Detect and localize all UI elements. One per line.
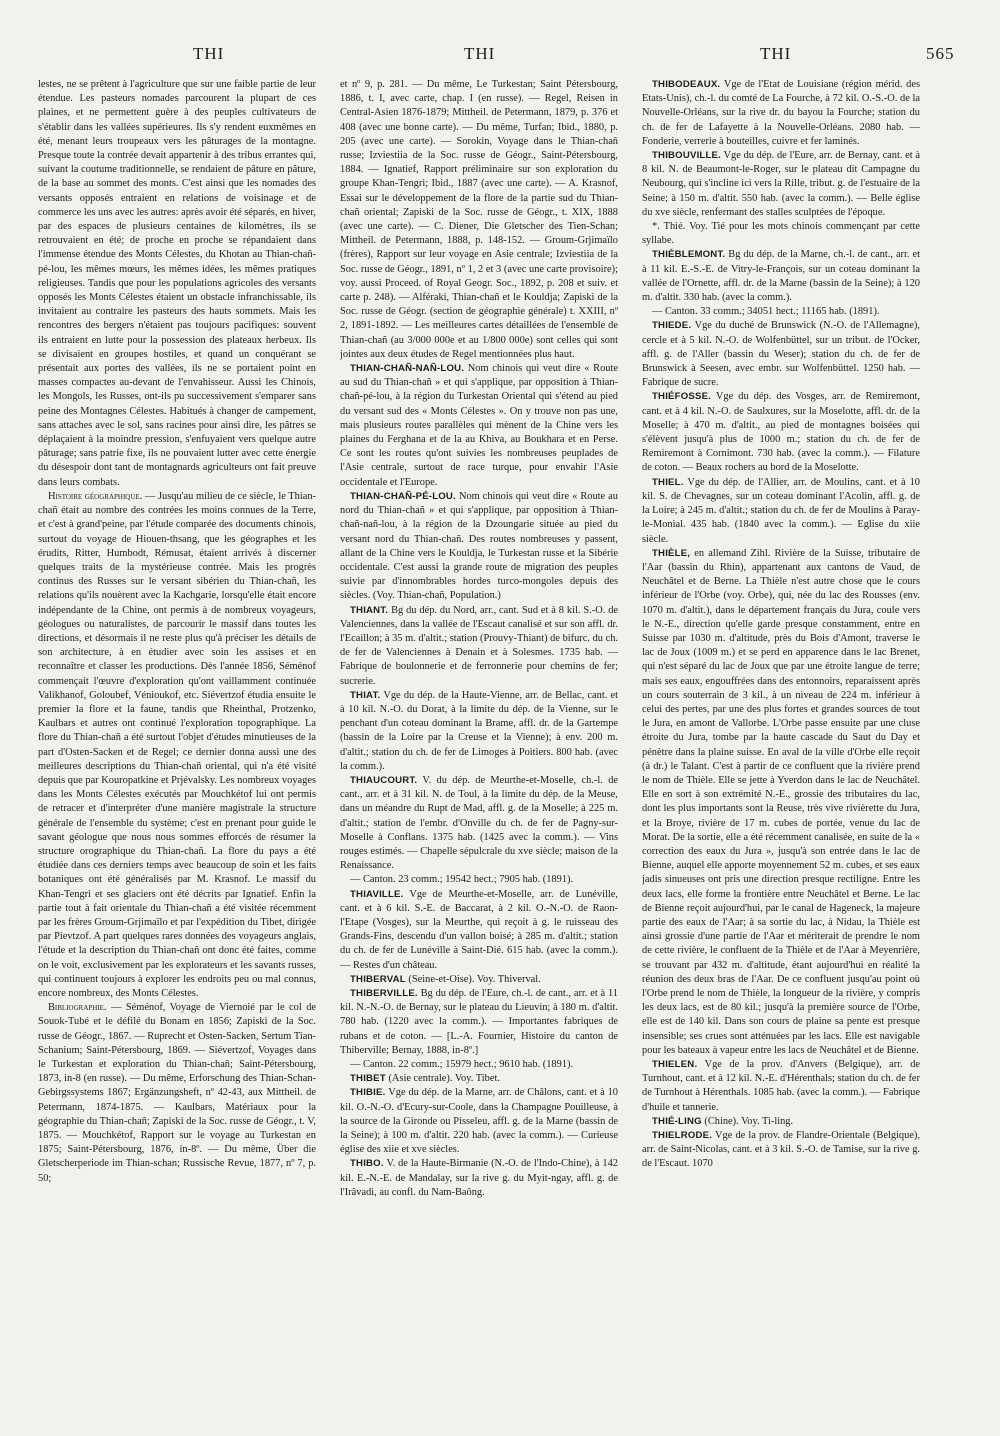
entry-headword: THIEL. <box>652 476 684 488</box>
entry-text: Vge de Meurthe-et-Moselle, arr. de Lunéville, cant. et à 6 kil. S.-E. de Baccarat, à 2 kil. O.-N.-O. de Raon-l'Etape (Vosges), sur la Meurthe, qui reçoit à g. le ruisseau des Grands-Fins, descendu d'un vallon boisé; à 285 m. d'altit.; station du ch. de fer de Lunéville à Saint-Dié. 615 hab. (avec la comm.). — Restes d'un château. <box>340 888 618 971</box>
entry-text: Vge du dép. des Vosges, arr. de Remiremont, cant. et à 4 kil. N.-O. de Saulxures, sur la Moselotte, affl. dr. de la Moselle; à 470 m. d'altit., au pied de montagnes boisées qui s'élèvent jusqu'à plus de 1000 m.; station du ch. de fer de Remiremont à Cornimont. 730 hab. (avec la comm.). — Filature de coton. — Beaux rochers au bord de la Moselotte. <box>642 391 920 474</box>
entry-text: lestes, ne se prêtent à l'agriculture que sur une faible partie de leur étendue. Les pasteurs nomades parcourent la plupart de ces plaines, et ne permettent guère à des peuples cultivateurs de s'établir dans les vallées supérieures. Ils s'y rendent euxmêmes en été, menant leurs troupeaux vers les pâturages de la montagne. Presque toute la contrée devait appartenir à des tribus errantes qui, suivant la coutume traditionnelle, se rendaient de pâture en pâture, de la base au sommet des monts. C'est ainsi que les nomades des versants opposés entraient en relations de voisinage et de commerce les uns avec les autres: après avoir été séparés, en hiver, par des espaces de plusieurs centaines de kilomètres, ils se retrouvaient en été; de proche en proche se répandaient dans l'immense étendue des Monts Célestes, du Khotan au Thian-chañ-pé-lou, les mêmes mœurs, les mêmes idées, les mêmes pratiques religieuses. Tandis que pour les populations agricoles des versants opposés les Monts Célestes étaient un obstacle infranchissable, ils invitaient au contraire les pasteurs des hauts sommets. Mais les rencontres des bergers n'étaient pas toujours pacifiques: souvent ils entraient en lutte pour la possession des plateaux herbeux. Ils se divisaient en groupes hostiles, et quand un conquérant se présentait aux portes des vallées, ils ne se portaient point en masses compactes au-devant de l'envahisseur. Aussi les Chinois, les Mongols, les Russes, ont-ils pu successivement s'emparer sans peine des Montagnes Célestes. Habitués à changer de campement, sans attaches avec le sol, sans racines pour ainsi dire, les pâtres se déplaçaient à la moindre pression, s'enfuyaient vers quelque autre pâturage; sans patrie fixe, ils ne pouvaient lutter avec cette énergie du désespoir dont tant de montagnards agriculteurs ont fait preuve dans leurs combats. <box>38 79 316 488</box>
entry-text: Bg du dép. du Nord, arr., cant. Sud et à 8 kil. S.-O. de Valenciennes, dans la vallée de l'Escaut canalisé et sur son affl. dr. l'Ecaillon; à 35 m. d'altit.; station (Prouvy-Thiant) de bifurc. du ch. de fer de Valenciennes à Denain et à Solesmes. 1735 hab. — Fabrique de boulonnerie et de ferronnerie pour chemins de fer; sucrerie. <box>340 604 618 687</box>
entry-text: — Canton. 33 comm.; 34051 hect.; 11165 hab. (1891). <box>652 306 880 318</box>
paragraph <box>38 1001 316 1186</box>
paragraph <box>38 78 316 490</box>
dictionary-entry <box>642 1058 920 1115</box>
entry-headword: THIÉFOSSE. <box>652 391 712 403</box>
dictionary-entry <box>340 973 618 987</box>
entry-text: Vge de la prov. de Flandre-Orientale (Belgique), arr. de Saint-Nicolas, cant. et à 3 kil. S.-O. de Tamise, sur la rive g. de l'Escaut. 1070 <box>642 1130 920 1170</box>
entry-text: en allemand Zihl. Rivière de la Suisse, tributaire de l'Aar (bassin du Rhin), appartenant aux cantons de Vaud, de Neuchâtel et de Berne. La Thièle n'est autre chose que le cours inférieur de l'Orbe (voy. Orbe), qui, née du lac des Rousses (env. 1070 m. d'altit.), dans le département français du Jura, coule vers le N.-E., direction qu'elle garde presque constamment, entre en Suisse par 1030 m. d'altitude, près du Bois d'Amont, traverse le lac de Joux (1009 m.) et se perd en apparence dans le lac Brenet, qui n'est séparé du lac de Joux que par une étroite langue de terre; mais ses eaux, engouffrées dans des entonnoirs, reparaissent après un cours souterrain de 3 kil., à un niveau de 224 m. inférieur à celui des pertes, par une des plus fortes et grandes sources de tout le Jura, en amont de Vallorbe. L'Orbe passe ensuite par une cluse étroite du Jura, tombe par la haute cascade du Saut du Day et pénètre dans la plaine suisse. En aval de la ville d'Orbe elle reçoit (à dr.) le Talant. C'est à partir de ce confluent que la rivière prend le nom de Thièle. Elle se jette à Yverdon dans le lac de Neuchâtel. Elle en sort à son extrémité N.-E., grossie des tributaires du lac, dont les plus importants sont la Reuse, très vive rivièrette du Jura, et la Broye, rivière de 17 m. cubes de portée, venue du lac de Morat. De la sortie, elle a été récemment canalisée, en suite de la « correction des eaux du Jura », jusqu'à son entrée dans le lac de Bienne, auquel elle apporte moyennement 52 m. cubes, et ses eaux jadis sinueuses ont pris une direction presque rectiligne. Entre les deux lacs, elle forme la frontière entre Neuchâtel et Berne. Le lac de Bienne reçoit aujourd'hui, par le canal de Hageneck, la majeure partie des eaux de l'Aar; à sa sortie du lac, à Nidau, la Thièle est ainsi grossie d'une partie de l'Aar et mériterait de prendre le nom de cette rivière, le confluent de la Thièle et de l'Aar à Meyenrière, se trouvant par 432 m. d'altitude, étant aujourd'hui en réalité la réunion des deux bras de l'Aar. De ce confluent jusqu'au point où l'Orbe prend le nom de Thièle, la longueur de la rivière, y compris les deux lacs, est de 80 kil.; jusqu'à la première source de l'Orbe, elle est de 140 kil. Dans son cours de plaine sa pente est presque insensible; ses crues sont atténuées par les lacs. Elle est navigable pour les bateaux à vapeur entre les lacs de Neuchâtel et de Bienne. <box>642 547 920 1056</box>
dictionary-entry <box>340 689 618 774</box>
dictionary-entry <box>340 1157 618 1200</box>
entry-headword: THIAT. <box>350 689 381 701</box>
column-2 <box>340 78 618 1408</box>
dictionary-entry <box>642 319 920 390</box>
entry-headword: THIBODEAUX. <box>652 79 721 90</box>
column-1 <box>38 78 316 1408</box>
entry-headword: THIELEN. <box>652 1059 698 1071</box>
entry-headword: THIAN-CHAÑ-PÉ-LOU. <box>350 490 456 502</box>
dictionary-entry <box>642 149 920 220</box>
dictionary-entry <box>340 1072 618 1086</box>
entry-text: (Seine-et-Oise). Voy. Thiverval. <box>405 973 541 985</box>
entry-text: Vge de la prov. d'Anvers (Belgique), arr. de Turnhout, cant. et à 12 kil. N.-E. d'Hérenthals; station du ch. de fer de Turnhout à Hérenthals. 1085 hab. (avec la comm.). — Fabrique d'huile et tannerie. <box>642 1059 920 1113</box>
paragraph <box>340 1058 618 1072</box>
entry-headword: THIELRODE. <box>652 1130 713 1142</box>
dictionary-entry <box>642 1129 920 1172</box>
entry-headword: THIAUCOURT. <box>350 774 418 786</box>
entry-headword: THIBERVAL <box>350 973 406 985</box>
entry-headword: THIBERVILLE. <box>350 988 418 999</box>
dictionary-entry <box>340 604 618 689</box>
entry-text: Vge de l'Etat de Louisiane (région mérid. des Etats-Unis), ch.-l. du comté de La Fourche, à 72 kil. O.-S.-O. de la Nouvelle-Orléans, sur la rive dr. du bayou la Fourche; station du ch. de fer de Lafayette à la Nouvelle-Orléans. 2080 hab. — Fonderie, verrerie à bouteilles, cuivre et fer laminés. <box>642 79 920 147</box>
dictionary-entry <box>642 78 920 149</box>
paragraph <box>340 78 618 362</box>
entry-text: (Asie centrale). Voy. Tibet. <box>385 1073 500 1085</box>
entry-headword: THIBOUVILLE. <box>652 150 722 162</box>
entry-text: (Chine). Voy. Ti-ling. <box>701 1115 794 1127</box>
entry-text: Vge du dép. de l'Eure, arr. de Bernay, cant. et à 8 kil. N. de Beaumont-le-Roger, sur le plateau dit Campagne du Neubourg, qui s'incline ici vers la Rille, tribut. g. de l'estuaire de la Seine; à 150 m. d'altit. 550 hab. (avec la comm.). — Belle église du xve siècle, renfermant des stalles sculptées de l'époque. <box>642 150 920 218</box>
entry-text: V. de la Haute-Birmanie (N.-O. de l'Indo-Chine), à 142 kil. E.-N.-E. de Mandalay, sur la rive g. du Myit-ngay, affl. g. de l'Irâvadi, au confl. du Nam-Baông. <box>340 1158 618 1198</box>
dictionary-entry <box>340 774 618 873</box>
entry-headword: THIBET <box>350 1073 386 1085</box>
entry-text: *. Thié. Voy. Tié pour les mots chinois commençant par cette syllabe. <box>642 221 920 247</box>
header-center: THI <box>464 44 496 63</box>
entry-text: — Canton. 23 comm.; 19542 hect.; 7905 hab. (1891). <box>350 874 574 886</box>
entry-text: Vge du dép. de la Marne, arr. de Châlons, cant. et à 10 kil. O.-N.-O. d'Ecury-sur-Coole, dans la Champagne Pouilleuse, à la source de la Gironde ou Pisseleu, affl. g. de la Marne (bassin de la Seine); à 100 m. d'altit. 220 hab. (avec la comm.). — Curieuse église des xiie et xve siècles. <box>340 1087 618 1156</box>
dictionary-entry <box>642 476 920 547</box>
page-number: 565 <box>926 44 955 63</box>
dictionary-entry <box>340 490 618 604</box>
entry-text: Vge du dép. de la Haute-Vienne, arr. de Bellac, cant. et à 10 kil. N.-O. du Dorat, à la limite du dép. de la Vienne, sur le penchant d'un coteau dominant la Brame, affl. dr. de la Gartempe (bassin de la Loire par la Creuse et la Vienne); à env. 200 m. d'altit.; station du ch. de fer de Limoges à Poitiers. 800 hab. (avec la comm.). <box>340 689 618 772</box>
dictionary-entry <box>340 987 618 1058</box>
entry-headword: THIÉBLEMONT. <box>652 249 726 261</box>
dictionary-entry <box>340 362 618 490</box>
entry-text: Vge du dép. de l'Allier, arr. de Moulins, cant. et à 10 kil. S. de Chevagnes, sur un coteau dominant l'Acolin, affl. g. de la Loire; à 245 m. d'altit.; station du ch. de fer de Moulins à Paray-le-Monial. 435 hab. (1840 avec la comm.). — Eglise du xiie siècle. <box>642 476 920 545</box>
running-header <box>0 44 1000 70</box>
entry-headword: THIANT. <box>350 604 389 616</box>
entry-text: Bg du dép. de l'Eure, ch.-l. de cant., arr. et à 11 kil. N.-N.-O. de Bernay, sur le plateau du Lieuvin; à 180 m. d'altit. 780 hab. (1220 avec la comm.). — Importantes fabriques de rubans et de coton. — [L.-A. Fournier, Histoire du canton de Thiberville; Bernay, 1888, in-8º.] <box>340 988 618 1056</box>
entry-headword: THIÉ-LING <box>652 1115 702 1127</box>
header-right: THI <box>760 44 792 63</box>
entry-headword: THIEDE. <box>652 320 692 332</box>
header-left: THI <box>193 44 225 63</box>
paragraph <box>38 490 316 1001</box>
paragraph <box>642 220 920 248</box>
section-lead: Bibliographie. <box>48 1002 107 1014</box>
entry-text: — Jusqu'au milieu de ce siècle, le Thian-chañ était au nombre des contrées les moins connues de la Terre, et c'est à grand'peine, par l'étude comparée des documents chinois, surtout du voyage de Hiouen-thsang, que les géographes et les érudits, Ritter, Humbodt, Rémusat, étaient arrivés à discerner quelques traits de la mystérieuse contrée. Mais les progrès continus des Russes sur le versant sibérien du Thian-chañ, les relations qu'ils nouèrent avec la Kachgarie, lorsqu'elle était encore indépendante de la Chine, ont permis à de nombreux voyageurs, géologues ou naturalistes, de parcourir le massif dans toutes les directions, et désormais il ne reste plus qu'à préciser les détails de son architecture, à en étudier avec soin les assises et en reconnaître et classer les productions. Dès l'année 1856, Séménof commençait l'œuvre d'exploration qu'ont vaillamment continuée Valikhanof, Goloubef, Vénioukof, etc. Siévertzof étudia ensuite le premier la flore et la faune, tandis que Rheinthal, Protzenko, Kaulbars et autres ont continué l'exploration topographique. La flore du Thian-chañ a été surtout l'objet d'études minutieuses de la part d'Osten-Sacken et de Regel; ce dernier donna aussi une des meilleures descriptions du Thian-chañ oriental, qui n'a été visité depuis que par Kouropatkine et Prjévalsky. Les nombreux voyages dans les Monts Célestes exécutés par Mouchkétof lui ont permis de retracer et d'interpréter d'une manière magistrale la structure générale de l'ensemble du système; c'est en prenant pour guide le savant géologue que nous nous sommes efforcés de résumer la structure orographique du Thian-chañ. La flore du pays a été étudiée dans ces derniers temps avec beaucoup de soin et les faits botaniques ont été généralisés par M. Krasnof. Le massif du Khan-Tengri et ses glaciers ont été décrits par Ignatief. Enfin la partie tout à fait orientale du Thian-chañ a été visitée récemment par les frères Groum-Grjimaïlo et par l'expédition du Tibet, dirigée par Pievtzof. A part quelques rares données des voyageurs anglais, l'étude et la description du Thian-chañ ont donc été faites, comme on le voit, exclusivement par les explorateurs et les savants russes, qui continuent toujours à explorer les endroits peu ou mal connus, encore nombreux, des Monts Célestes. <box>38 490 316 999</box>
dictionary-entry <box>642 1115 920 1129</box>
entry-text: — Séménof, Voyage de Viernoié par le col de Souok-Tubé et le défilé du Bonam en 1856; Zapiski de la Soc. russe de Géogr., 1867. — Ruprecht et Osten-Sacken, Sertum Tian-Schanium; Saint-Pétersbourg, 1869. — Siévertzof, Voyages dans le Turkestan et exploration du Thian-chañ; Saint-Pétersbourg, 1873, in-8 (en russe). — Du même, Erforschung des Thian-Schan-Gebirgssystems 1867; Ergänzungsheft, nº 42-43, aux Mittheil. de Petermann, 1874-1875. — Kaulbars, Matériaux pour la géographie du Thian-chañ; Zapiski de la Soc. russe de Géogr., t. V, 1875. — Mouchkétof, Rapport sur le voyage au Turkestan en 1875; Saint-Pétersbourg, 1876, in-8º. — Du même, Über die Gletscherperiode im Thian-schan; Russische Revue, 1877, nº 7, p. 50; <box>38 1002 316 1184</box>
paragraph <box>642 305 920 319</box>
paragraph <box>340 873 618 887</box>
dictionary-entry <box>642 390 920 475</box>
entry-text: et nº 9, p. 281. — Du même, Le Turkestan; Saint Pétersbourg, 1886, t. I, avec carte, chap. I (en russe). — Regel, Reisen in Central-Asien 1876-1879; Mittheil. de Petermann, 1879, p. 376 et 408 (avec une bonne carte). — Du même, Turfan; Ibid., 1880, p. 205 (avec une carte). — Sorokin, Voyage dans le Thian-chañ russe; Izviestiia de la Soc. russe de Géogr., Saint-Pétersbourg, 1884. — Ignatief, Rapport préliminaire sur son exploration du groupe Khan-Tengri; Ibid., 1887 (avec une carte). — A. Krasnof, Essai sur le développement de la flore de la partie sud du Thian-chañ oriental; Zapiski de la Soc. russe de Géogr., t. XIX, 1888 (avec une carte). — C. Diener, Die Gletscher des Tien-Schan; Mittheil. de Petermann, 1888, p. 148-152. — Groum-Grjimaïlo (frères), Rapport sur leur voyage en Asie centrale; Izviestiia de la Soc. russe de Géogr., 1891, nº 1, 2 et 3 (avec une carte provisoire); voy. aussi Proceed. of Royal Geogr. Soc., 1892, p. 208 et suiv. et carte p. 248). — Alféraki, Thian-chañ et le Kouldja; Zapiski de la Soc. russe de Géogr. (section de géographie générale) t. XXIII, nº 2, 1891-1892. — Les meilleures cartes détaillées de l'ensemble de Thian-chañ (au 3/000 000e et au 1/800 000e) sont celles qui sont jointes aux deux études de Regel mentionnées plus haut. <box>340 79 618 360</box>
dictionary-entry <box>642 547 920 1058</box>
entry-text: Vge du duché de Brunswick (N.-O. de l'Allemagne), cercle et à 5 kil. N.-O. de Wolfenbüttel, sur un tribut. de l'Ocker, affl. g. de l'Aller (bassin du Weser); station du ch. de fer de Brunswick à Seesen, avec embr. sur Wolfenbüttel. 1250 hab. — Fabrique de sucre. <box>642 320 920 389</box>
entry-text: Nom chinois qui veut dire « Route au sud du Thian-chañ » et qui s'applique, par opposition à Thian-chañ-pé-lou, à la région du Turkestan Oriental qui s'étend au pied du versant sud des « Monts Célestes ». On y trouve non pas une, mais plusieurs routes parallèles qui mènent de la Chine vers les plaines du Ferghana et de la au Khiva, au Boukhara et en Perse. Ce sont les routes qu'ont suivies les nombreuses peuplades de l'Asie centrale, surtout de race turque, pour envahir l'Asie occidentale et l'Europe. <box>340 363 618 488</box>
entry-headword: THIAVILLE. <box>350 888 404 900</box>
dictionary-entry <box>340 1086 618 1157</box>
entry-text: Bg du dép. de la Marne, ch.-l. de cant., arr. et à 11 kil. E.-S.-E. de Vitry-le-François, sur un coteau dominant la vallée de l'Ornette, affl. dr. de la Marne (bassin de la Seine); à 120 m. d'altit. 330 hab. (avec la comm.). <box>642 249 920 304</box>
entry-headword: THIÈLE, <box>652 547 691 559</box>
column-3 <box>642 78 920 1408</box>
entry-text: Nom chinois qui veut dire « Route au nord du Thian-chañ » et qui s'applique, par opposition à Thian-chañ-nañ-lou, à la région de la Dzoungarie située au pied du versant nord du Thian-chañ. Des routes nombreuses y passent, allant de la Chine vers le Kouldja, le Turkestan russe et la Sibérie occidentale. C'est aussi la grande route de migration des peuples suivie par d'innombrables hordes turco-mongoles depuis des siècles. (Voy. Thian-chañ, Population.) <box>340 490 618 602</box>
dictionary-entry <box>340 888 618 973</box>
entry-text: — Canton. 22 comm.; 15979 hect.; 9610 hab. (1891). <box>350 1059 574 1071</box>
entry-text: V. du dép. de Meurthe-et-Moselle, ch.-l. de cant., arr. et à 31 kil. N. de Toul, à la limite du dép. de la Meuse, dans un méandre du Rupt de Mad, affl. g. de la Moselle; à 225 m. d'altit.; station de l'embr. d'Onville du ch. de fer de Pagny-sur-Moselle à Conflans. 1375 hab. (1425 avec la comm.). — Vins rouges estimés. — Chapelle sépulcrale du xve siècle; maison de la Renaissance. <box>340 774 618 872</box>
dictionary-entry <box>642 248 920 305</box>
entry-headword: THIAN-CHAÑ-NAÑ-LOU. <box>350 363 465 375</box>
entry-headword: THIBIE. <box>350 1087 386 1099</box>
entry-headword: THIBO. <box>350 1158 384 1170</box>
section-lead: Histoire géographique. <box>48 490 143 502</box>
